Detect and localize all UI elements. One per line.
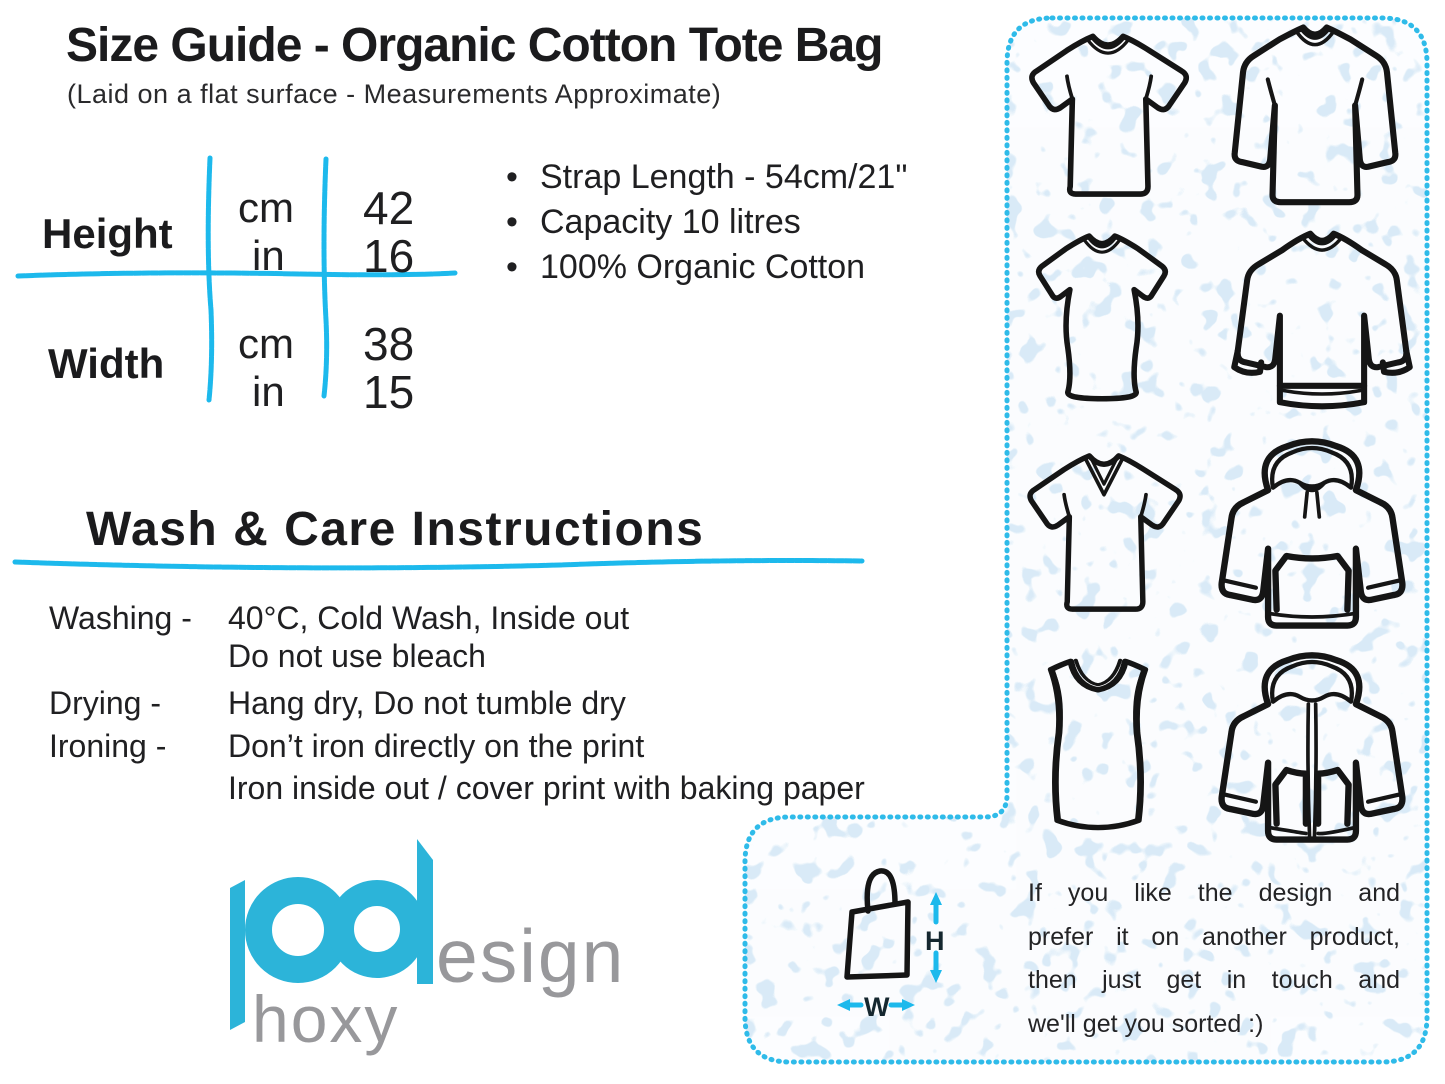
list-item <box>506 248 907 293</box>
ironing-line-2: Iron inside out / cover print with baking paper <box>228 770 865 806</box>
width-value-cm: 38 <box>363 318 415 370</box>
table-vertical-line-1 <box>208 158 211 400</box>
logo-design-suffix: esign <box>436 914 626 998</box>
washing-line-2: Do not use bleach <box>228 638 486 674</box>
list-item <box>506 203 907 248</box>
height-value-in: 16 <box>363 230 415 282</box>
feature-material: 100% Organic Cotton <box>540 248 866 286</box>
feature-list <box>506 158 907 293</box>
width-value-in: 15 <box>363 366 415 418</box>
washing-line-1: 40°C, Cold Wash, Inside out <box>228 600 630 636</box>
logo-hoxy-text: hoxy <box>252 982 400 1056</box>
height-row-label: Height <box>42 210 173 257</box>
bullet-icon: • <box>506 158 518 196</box>
page-title: Size Guide - Organic Cotton Tote Bag <box>66 19 883 72</box>
drying-line-1: Hang dry, Do not tumble dry <box>228 685 626 721</box>
logo-letter-d <box>341 839 433 984</box>
bullet-icon: • <box>506 248 518 286</box>
feature-strap-length: Strap Length - 54cm/21" <box>540 158 908 196</box>
height-unit-in: in <box>252 232 285 279</box>
bullet-icon: • <box>506 203 518 241</box>
height-measure-label: H <box>925 926 945 956</box>
ironing-label: Ironing - <box>49 728 167 764</box>
height-unit-cm: cm <box>238 184 294 231</box>
contact-note <box>1028 872 1400 1046</box>
width-unit-cm: cm <box>238 320 294 367</box>
list-item <box>506 158 907 203</box>
note-line: then just get in touch and <box>1028 966 1400 994</box>
note-line: we'll get you sorted :) <box>1028 1009 1264 1038</box>
table-vertical-line-2 <box>324 159 327 396</box>
washing-label: Washing - <box>49 600 192 636</box>
drying-label: Drying - <box>49 685 162 721</box>
note-line: prefer it on another product, <box>1028 922 1400 951</box>
feature-capacity: Capacity 10 litres <box>540 203 801 241</box>
width-measure-label: W <box>864 992 890 1022</box>
page-subtitle: (Laid on a flat surface - Measurements Approximate) <box>67 79 722 109</box>
width-unit-in: in <box>252 368 285 415</box>
width-row-label: Width <box>48 340 165 387</box>
care-section-heading: Wash & Care Instructions <box>86 503 705 556</box>
note-line: If you like the design and <box>1028 879 1400 907</box>
height-value-cm: 42 <box>363 182 415 234</box>
phoxy-design-logo <box>230 839 625 1056</box>
ironing-line-1: Don’t iron directly on the print <box>228 728 645 764</box>
care-heading-underline <box>15 561 862 568</box>
